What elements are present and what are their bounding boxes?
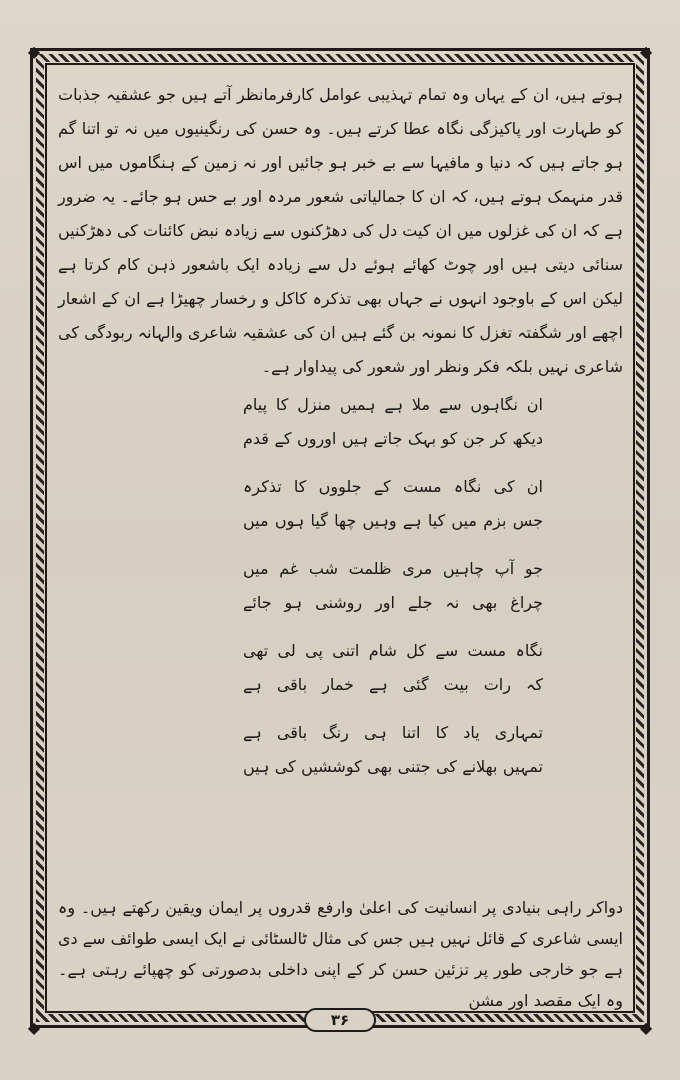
- verses-section: [58, 388, 623, 784]
- verse-line: جو آپ چاہیں مری ظلمت شب غم میں: [243, 559, 543, 578]
- closing-paragraph: دواکر راہی بنیادی پر انسانیت کی اعلیٰ وارفع قدروں پر ایمان ویقین رکھتے ہیں۔ وہ ایسی شاعری کے قائل نہیں ہیں جس کی مثال ٹالسٹائی نے ایک ایسی طوائف سے دی ہے جو خارجی طور پر تزئین حسن کر کے اپنی داخلی بدصورتی کو چھپائے رہتی ہے۔ وہ ایک مقصد اور مشن: [58, 898, 623, 1010]
- verse-line: ان نگاہوں سے ملا ہے ہمیں منزل کا پیام: [243, 395, 543, 414]
- corner-ornament-icon: ◆: [639, 42, 653, 61]
- verse-line: جس بزم میں کیا ہے وہیں چھا گیا ہوں میں: [243, 511, 543, 530]
- couplet: [58, 716, 543, 784]
- couplet: [58, 388, 543, 456]
- verse-line: نگاہ مست سے کل شام اتنی پی لی تھی: [243, 641, 543, 660]
- verse-line: کہ رات بیت گئی ہے خمار باقی ہے: [243, 675, 543, 694]
- couplet: [58, 634, 543, 702]
- prose-paragraph: ہوتے ہیں، ان کے یہاں وہ تمام تہذیبی عوامل کارفرمانظر آتے ہیں جو عشقیہ جذبات کو طہارت اور پاکیزگی نگاہ عطا کرتے ہیں۔ وہ حسن کی رنگینیوں میں نہ تو اتنا گم ہو جاتے ہیں کہ دنیا و مافیہا سے بے خبر ہو جائیں اور نہ زمین کے ہنگاموں میں اس قدر منہمک ہوتے ہیں، کہ ان کا جمالیاتی شعور مردہ اور بے حس ہو جائے۔ یہ ضرور ہے کہ ان کی غزلوں میں ان کیت دل کی دھڑکنوں سے زیادہ نبض کائنات کی دھڑکنیں سنائی دیتی ہیں اور چوٹ کھائے ہوئے دل سے زیادہ ایک باشعور ذہن کام کرتا ہے لیکن اس کے باوجود انہوں نے جہاں بھی تذکرہ کاکل و رخسار چھیڑا ہے ان کے اشعار اچھے اور شگفتہ تغزل کا نمونہ بن گئے ہیں ان کی عشقیہ شاعری والہانہ ربودگی کی شاعری نہیں بلکہ فکر ونظر اور شعور کی پیداوار ہے۔: [58, 85, 623, 376]
- prose-section: [58, 78, 623, 384]
- couplet: [58, 470, 543, 538]
- page-number: ۳۶: [304, 1008, 376, 1032]
- verse-line: تمہیں بھلانے کی جتنی بھی کوششیں کی ہیں: [243, 757, 543, 776]
- verse-line: تمہاری یاد کا اتنا ہی رنگ باقی ہے: [243, 723, 543, 742]
- corner-ornament-icon: ◆: [639, 1018, 653, 1037]
- verse-line: ان کی نگاہ مست کے جلووں کا تذکرہ: [243, 477, 543, 496]
- couplet: [58, 552, 543, 620]
- corner-ornament-icon: ◆: [27, 1018, 41, 1037]
- closing-section: [58, 892, 623, 1016]
- corner-ornament-icon: ◆: [27, 42, 41, 61]
- page-content: [58, 78, 623, 798]
- verse-line: چراغ بھی نہ جلے اور روشنی ہو جائے: [243, 593, 543, 612]
- verse-line: دیکھ کر جن کو بہک جاتے ہیں اوروں کے قدم: [243, 429, 543, 448]
